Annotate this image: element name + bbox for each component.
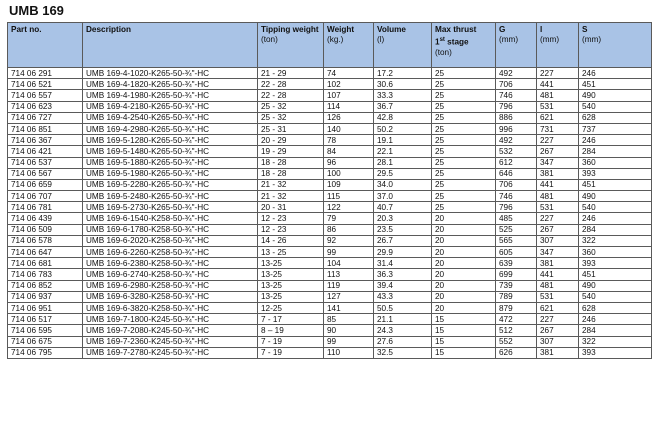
cell-description: UMB 169-5-1280-K265-50-¾"-HC <box>83 135 258 146</box>
table-row <box>8 202 652 213</box>
cell-s: 284 <box>579 224 652 235</box>
cell-part-no: 714 06 647 <box>8 247 83 258</box>
cell-max-thrust: 25 <box>432 123 496 134</box>
cell-s: 284 <box>579 325 652 336</box>
cell-tipping-weight: 13-25 <box>258 258 324 269</box>
cell-part-no: 714 06 659 <box>8 179 83 190</box>
table-row <box>8 123 652 134</box>
cell-l: 267 <box>537 325 579 336</box>
table-row <box>8 224 652 235</box>
table-row <box>8 135 652 146</box>
cell-description: UMB 169-5-1480-K265-50-¾"-HC <box>83 146 258 157</box>
cell-g: 699 <box>496 269 537 280</box>
cell-l: 347 <box>537 157 579 168</box>
cell-volume: 19.1 <box>374 135 432 146</box>
cell-part-no: 714 06 509 <box>8 224 83 235</box>
cell-weight: 84 <box>324 146 374 157</box>
cell-max-thrust: 15 <box>432 347 496 358</box>
cell-max-thrust: 15 <box>432 314 496 325</box>
table-row <box>8 101 652 112</box>
cell-tipping-weight: 18 - 28 <box>258 157 324 168</box>
cell-description: UMB 169-7-1800-K245-50-¾"-HC <box>83 314 258 325</box>
cell-max-thrust: 20 <box>432 269 496 280</box>
cell-s: 737 <box>579 123 652 134</box>
cell-weight: 85 <box>324 314 374 325</box>
cell-weight: 110 <box>324 347 374 358</box>
cell-part-no: 714 06 937 <box>8 291 83 302</box>
cell-s: 540 <box>579 202 652 213</box>
cell-l: 481 <box>537 191 579 202</box>
cell-volume: 37.0 <box>374 191 432 202</box>
cell-part-no: 714 06 852 <box>8 280 83 291</box>
cell-g: 639 <box>496 258 537 269</box>
cell-description: UMB 169-4-2980-K265-50-¾"-HC <box>83 123 258 134</box>
cell-s: 246 <box>579 213 652 224</box>
cell-description: UMB 169-5-2730-K265-50-¾"-HC <box>83 202 258 213</box>
cell-g: 746 <box>496 90 537 101</box>
cell-description: UMB 169-6-1540-K258-50-¾"-HC <box>83 213 258 224</box>
cell-s: 246 <box>579 314 652 325</box>
cell-volume: 36.7 <box>374 101 432 112</box>
cell-s: 393 <box>579 258 652 269</box>
cell-g: 565 <box>496 235 537 246</box>
cell-part-no: 714 06 537 <box>8 157 83 168</box>
cell-description: UMB 169-6-2380-K258-50-¾"-HC <box>83 258 258 269</box>
cell-part-no: 714 06 707 <box>8 191 83 202</box>
col-header-g: G (mm) <box>496 23 537 68</box>
cell-max-thrust: 25 <box>432 157 496 168</box>
cell-max-thrust: 25 <box>432 68 496 79</box>
cell-s: 451 <box>579 269 652 280</box>
cell-max-thrust: 20 <box>432 235 496 246</box>
cell-g: 996 <box>496 123 537 134</box>
cell-max-thrust: 20 <box>432 291 496 302</box>
cell-l: 381 <box>537 347 579 358</box>
cell-part-no: 714 06 675 <box>8 336 83 347</box>
cell-tipping-weight: 13-25 <box>258 269 324 280</box>
cell-volume: 23.5 <box>374 224 432 235</box>
cell-l: 267 <box>537 146 579 157</box>
cell-l: 381 <box>537 258 579 269</box>
cell-l: 621 <box>537 302 579 313</box>
cell-volume: 31.4 <box>374 258 432 269</box>
cell-volume: 43.3 <box>374 291 432 302</box>
table-row <box>8 179 652 190</box>
cell-g: 706 <box>496 179 537 190</box>
cell-max-thrust: 20 <box>432 302 496 313</box>
cell-g: 532 <box>496 146 537 157</box>
table-row <box>8 213 652 224</box>
cell-l: 731 <box>537 123 579 134</box>
cell-part-no: 714 06 517 <box>8 314 83 325</box>
cell-volume: 32.5 <box>374 347 432 358</box>
cell-max-thrust: 25 <box>432 179 496 190</box>
cell-weight: 74 <box>324 68 374 79</box>
cell-tipping-weight: 7 - 19 <box>258 347 324 358</box>
cell-l: 381 <box>537 168 579 179</box>
cell-s: 322 <box>579 235 652 246</box>
cell-g: 525 <box>496 224 537 235</box>
cell-part-no: 714 06 567 <box>8 168 83 179</box>
cell-max-thrust: 25 <box>432 101 496 112</box>
cell-l: 531 <box>537 101 579 112</box>
cell-l: 227 <box>537 314 579 325</box>
cell-s: 628 <box>579 302 652 313</box>
cell-l: 441 <box>537 179 579 190</box>
cell-g: 472 <box>496 314 537 325</box>
table-row <box>8 157 652 168</box>
cell-l: 531 <box>537 202 579 213</box>
cell-weight: 122 <box>324 202 374 213</box>
cell-part-no: 714 06 681 <box>8 258 83 269</box>
cell-tipping-weight: 20 - 31 <box>258 202 324 213</box>
cell-volume: 33.3 <box>374 90 432 101</box>
cell-weight: 140 <box>324 123 374 134</box>
cell-s: 451 <box>579 79 652 90</box>
cell-l: 531 <box>537 291 579 302</box>
cell-volume: 50.2 <box>374 123 432 134</box>
cell-weight: 115 <box>324 191 374 202</box>
table-row <box>8 269 652 280</box>
cell-weight: 79 <box>324 213 374 224</box>
table-row <box>8 336 652 347</box>
cell-max-thrust: 25 <box>432 90 496 101</box>
table-body <box>8 68 652 359</box>
col-header-description: Description <box>83 23 258 68</box>
cell-tipping-weight: 25 - 31 <box>258 123 324 134</box>
cell-weight: 113 <box>324 269 374 280</box>
cell-weight: 141 <box>324 302 374 313</box>
cell-l: 227 <box>537 68 579 79</box>
col-header-tipping-weight: Tipping weight (ton) <box>258 23 324 68</box>
cell-part-no: 714 06 851 <box>8 123 83 134</box>
cell-max-thrust: 25 <box>432 146 496 157</box>
cell-weight: 119 <box>324 280 374 291</box>
cell-description: UMB 169-6-1780-K258-50-¾"-HC <box>83 224 258 235</box>
product-table <box>7 22 652 359</box>
cell-description: UMB 169-6-2020-K258-50-¾"-HC <box>83 235 258 246</box>
cell-s: 322 <box>579 336 652 347</box>
table-row <box>8 191 652 202</box>
cell-part-no: 714 06 578 <box>8 235 83 246</box>
cell-volume: 29.9 <box>374 247 432 258</box>
table-row <box>8 258 652 269</box>
cell-tipping-weight: 20 - 29 <box>258 135 324 146</box>
cell-l: 347 <box>537 247 579 258</box>
cell-weight: 126 <box>324 112 374 123</box>
cell-description: UMB 169-6-3820-K258-50-¾"-HC <box>83 302 258 313</box>
cell-description: UMB 169-7-2080-K245-50-¾"-HC <box>83 325 258 336</box>
cell-weight: 100 <box>324 168 374 179</box>
cell-description: UMB 169-7-2780-K245-50-¾"-HC <box>83 347 258 358</box>
cell-g: 706 <box>496 79 537 90</box>
cell-weight: 104 <box>324 258 374 269</box>
cell-description: UMB 169-6-2260-K258-50-¾"-HC <box>83 247 258 258</box>
cell-s: 490 <box>579 90 652 101</box>
cell-l: 307 <box>537 336 579 347</box>
table-row <box>8 325 652 336</box>
cell-volume: 21.1 <box>374 314 432 325</box>
table-row <box>8 79 652 90</box>
cell-tipping-weight: 22 - 28 <box>258 90 324 101</box>
cell-max-thrust: 25 <box>432 79 496 90</box>
col-header-l: l (mm) <box>537 23 579 68</box>
cell-l: 481 <box>537 280 579 291</box>
cell-part-no: 714 06 795 <box>8 347 83 358</box>
col-header-volume: Volume (l) <box>374 23 432 68</box>
table-row <box>8 347 652 358</box>
header-row <box>8 23 652 68</box>
table-row <box>8 90 652 101</box>
cell-volume: 36.3 <box>374 269 432 280</box>
cell-s: 540 <box>579 101 652 112</box>
cell-g: 886 <box>496 112 537 123</box>
cell-tipping-weight: 12-25 <box>258 302 324 313</box>
cell-volume: 26.7 <box>374 235 432 246</box>
cell-part-no: 714 06 557 <box>8 90 83 101</box>
cell-tipping-weight: 21 - 29 <box>258 68 324 79</box>
cell-volume: 50.5 <box>374 302 432 313</box>
col-header-max-thrust: Max thrust 1st stage (ton) <box>432 23 496 68</box>
cell-l: 441 <box>537 269 579 280</box>
table-row <box>8 112 652 123</box>
cell-part-no: 714 06 291 <box>8 68 83 79</box>
cell-tipping-weight: 21 - 32 <box>258 179 324 190</box>
cell-description: UMB 169-5-1880-K265-50-¾"-HC <box>83 157 258 168</box>
cell-l: 441 <box>537 79 579 90</box>
cell-description: UMB 169-6-2740-K258-50-¾"-HC <box>83 269 258 280</box>
cell-g: 789 <box>496 291 537 302</box>
cell-part-no: 714 06 783 <box>8 269 83 280</box>
cell-max-thrust: 20 <box>432 247 496 258</box>
cell-max-thrust: 20 <box>432 258 496 269</box>
cell-l: 481 <box>537 90 579 101</box>
cell-g: 612 <box>496 157 537 168</box>
cell-tipping-weight: 22 - 28 <box>258 79 324 90</box>
cell-s: 246 <box>579 135 652 146</box>
cell-volume: 40.7 <box>374 202 432 213</box>
cell-weight: 99 <box>324 336 374 347</box>
cell-tipping-weight: 13-25 <box>258 280 324 291</box>
cell-description: UMB 169-4-1980-K265-50-¾"-HC <box>83 90 258 101</box>
cell-description: UMB 169-5-2480-K265-50-¾"-HC <box>83 191 258 202</box>
cell-volume: 42.8 <box>374 112 432 123</box>
col-header-part-no: Part no. <box>8 23 83 68</box>
cell-tipping-weight: 13 - 25 <box>258 247 324 258</box>
cell-max-thrust: 25 <box>432 202 496 213</box>
cell-max-thrust: 25 <box>432 112 496 123</box>
cell-l: 267 <box>537 224 579 235</box>
col-header-weight: Weight (kg.) <box>324 23 374 68</box>
cell-max-thrust: 15 <box>432 336 496 347</box>
table-row <box>8 302 652 313</box>
cell-g: 796 <box>496 202 537 213</box>
cell-weight: 90 <box>324 325 374 336</box>
cell-tipping-weight: 25 - 32 <box>258 112 324 123</box>
cell-description: UMB 169-4-1820-K265-50-¾"-HC <box>83 79 258 90</box>
cell-tipping-weight: 21 - 32 <box>258 191 324 202</box>
cell-volume: 29.5 <box>374 168 432 179</box>
cell-volume: 34.0 <box>374 179 432 190</box>
cell-s: 246 <box>579 68 652 79</box>
col-header-s: S (mm) <box>579 23 652 68</box>
cell-tipping-weight: 12 - 23 <box>258 213 324 224</box>
cell-l: 307 <box>537 235 579 246</box>
cell-description: UMB 169-6-3280-K258-50-¾"-HC <box>83 291 258 302</box>
table-row <box>8 291 652 302</box>
table-row <box>8 68 652 79</box>
page-title: UMB 169 <box>9 3 64 18</box>
cell-volume: 30.6 <box>374 79 432 90</box>
cell-volume: 27.6 <box>374 336 432 347</box>
cell-volume: 17.2 <box>374 68 432 79</box>
cell-l: 227 <box>537 213 579 224</box>
cell-s: 628 <box>579 112 652 123</box>
cell-weight: 107 <box>324 90 374 101</box>
cell-description: UMB 169-4-1020-K265-50-¾"-HC <box>83 68 258 79</box>
cell-part-no: 714 06 367 <box>8 135 83 146</box>
cell-tipping-weight: 25 - 32 <box>258 101 324 112</box>
cell-max-thrust: 20 <box>432 213 496 224</box>
cell-part-no: 714 06 727 <box>8 112 83 123</box>
cell-weight: 96 <box>324 157 374 168</box>
cell-g: 492 <box>496 135 537 146</box>
cell-s: 393 <box>579 168 652 179</box>
cell-s: 490 <box>579 280 652 291</box>
cell-g: 796 <box>496 101 537 112</box>
cell-s: 284 <box>579 146 652 157</box>
cell-volume: 39.4 <box>374 280 432 291</box>
cell-weight: 99 <box>324 247 374 258</box>
cell-weight: 92 <box>324 235 374 246</box>
table-row <box>8 168 652 179</box>
cell-tipping-weight: 14 - 26 <box>258 235 324 246</box>
table-row <box>8 247 652 258</box>
cell-max-thrust: 25 <box>432 191 496 202</box>
table-row <box>8 280 652 291</box>
cell-description: UMB 169-6-2980-K258-50-¾"-HC <box>83 280 258 291</box>
cell-tipping-weight: 18 - 28 <box>258 168 324 179</box>
cell-tipping-weight: 19 - 29 <box>258 146 324 157</box>
cell-volume: 24.3 <box>374 325 432 336</box>
cell-description: UMB 169-5-2280-K265-50-¾"-HC <box>83 179 258 190</box>
cell-g: 626 <box>496 347 537 358</box>
cell-description: UMB 169-4-2540-K265-50-¾"-HC <box>83 112 258 123</box>
cell-description: UMB 169-4-2180-K265-50-¾"-HC <box>83 101 258 112</box>
table-row <box>8 314 652 325</box>
cell-volume: 20.3 <box>374 213 432 224</box>
cell-description: UMB 169-5-1980-K265-50-¾"-HC <box>83 168 258 179</box>
cell-s: 393 <box>579 347 652 358</box>
cell-part-no: 714 06 781 <box>8 202 83 213</box>
cell-max-thrust: 20 <box>432 224 496 235</box>
cell-max-thrust: 25 <box>432 135 496 146</box>
cell-s: 540 <box>579 291 652 302</box>
cell-weight: 86 <box>324 224 374 235</box>
cell-weight: 78 <box>324 135 374 146</box>
cell-g: 739 <box>496 280 537 291</box>
table-row <box>8 146 652 157</box>
cell-max-thrust: 25 <box>432 168 496 179</box>
cell-g: 605 <box>496 247 537 258</box>
cell-part-no: 714 06 421 <box>8 146 83 157</box>
cell-l: 621 <box>537 112 579 123</box>
cell-volume: 22.1 <box>374 146 432 157</box>
cell-tipping-weight: 7 - 17 <box>258 314 324 325</box>
cell-part-no: 714 06 521 <box>8 79 83 90</box>
table-row <box>8 235 652 246</box>
cell-volume: 28.1 <box>374 157 432 168</box>
cell-part-no: 714 06 623 <box>8 101 83 112</box>
cell-g: 552 <box>496 336 537 347</box>
cell-g: 485 <box>496 213 537 224</box>
cell-s: 451 <box>579 179 652 190</box>
cell-s: 360 <box>579 247 652 258</box>
cell-weight: 102 <box>324 79 374 90</box>
cell-g: 879 <box>496 302 537 313</box>
cell-tipping-weight: 8 – 19 <box>258 325 324 336</box>
cell-g: 492 <box>496 68 537 79</box>
cell-g: 646 <box>496 168 537 179</box>
cell-tipping-weight: 13-25 <box>258 291 324 302</box>
cell-part-no: 714 06 951 <box>8 302 83 313</box>
cell-weight: 114 <box>324 101 374 112</box>
cell-part-no: 714 06 595 <box>8 325 83 336</box>
cell-s: 490 <box>579 191 652 202</box>
cell-weight: 127 <box>324 291 374 302</box>
cell-tipping-weight: 12 - 23 <box>258 224 324 235</box>
cell-l: 227 <box>537 135 579 146</box>
cell-g: 512 <box>496 325 537 336</box>
cell-tipping-weight: 7 - 19 <box>258 336 324 347</box>
cell-weight: 109 <box>324 179 374 190</box>
cell-part-no: 714 06 439 <box>8 213 83 224</box>
cell-max-thrust: 20 <box>432 280 496 291</box>
cell-description: UMB 169-7-2360-K245-50-¾"-HC <box>83 336 258 347</box>
cell-max-thrust: 15 <box>432 325 496 336</box>
cell-s: 360 <box>579 157 652 168</box>
cell-g: 746 <box>496 191 537 202</box>
